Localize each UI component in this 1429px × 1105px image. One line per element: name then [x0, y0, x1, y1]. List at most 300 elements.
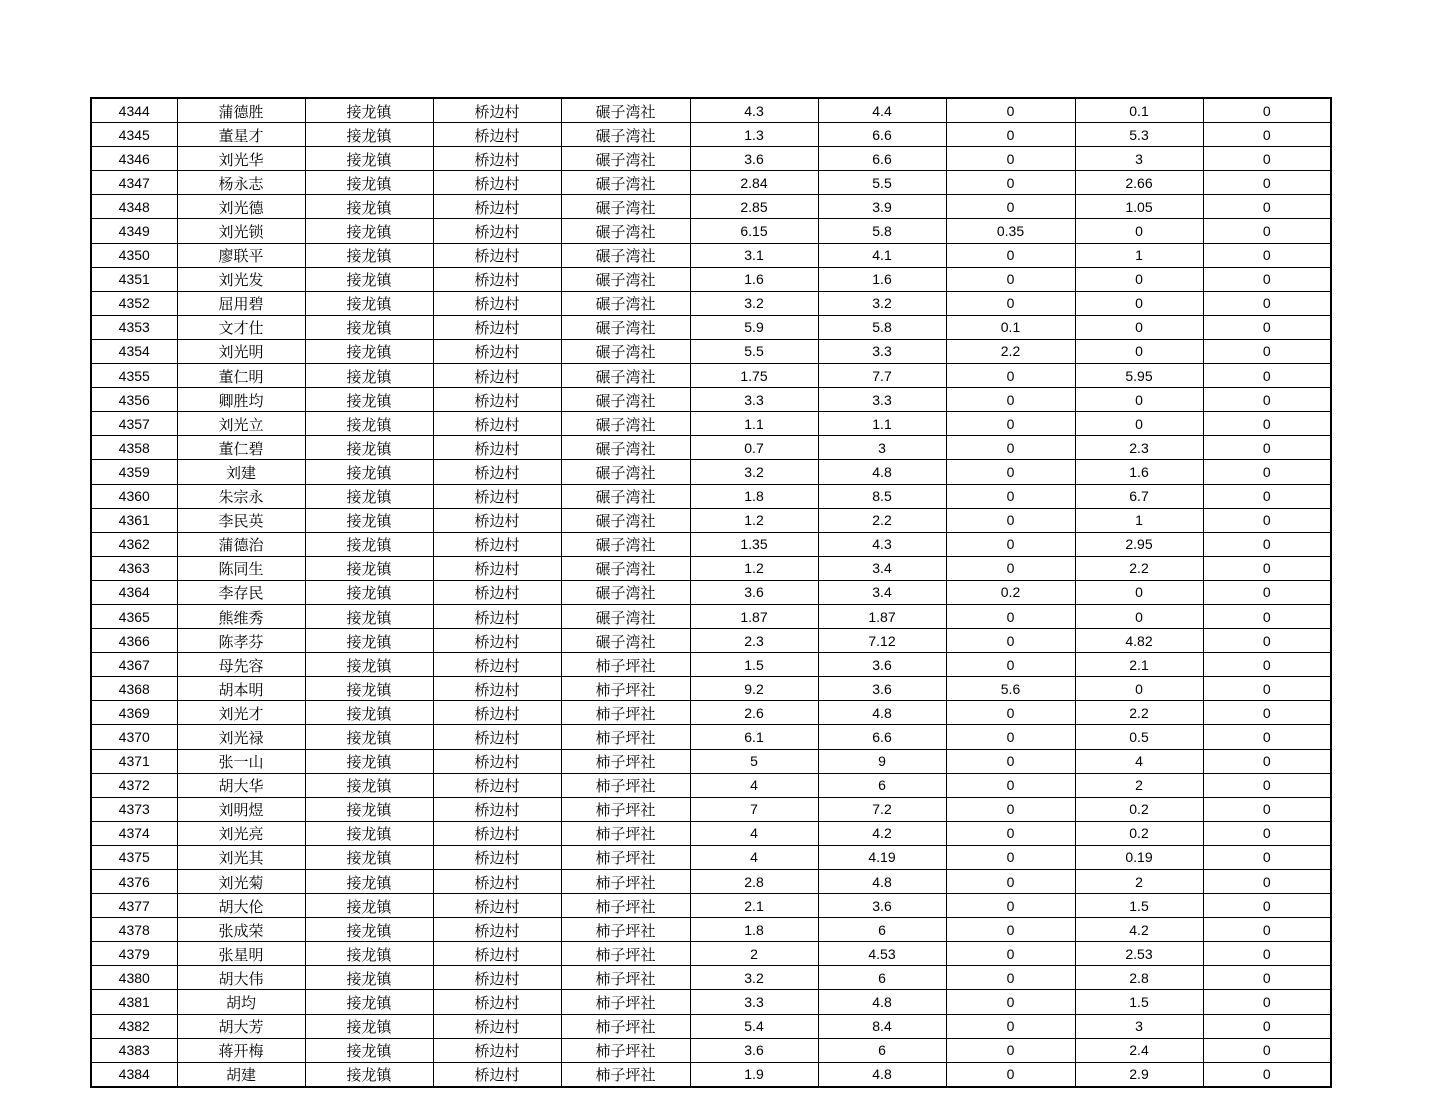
name-cell: 刘光才: [177, 701, 305, 725]
value-2-cell: 4.19: [818, 845, 946, 869]
name-cell: 蒋开梅: [177, 1038, 305, 1062]
value-5-cell: 0: [1203, 484, 1331, 508]
village-cell: 桥边村: [433, 1014, 561, 1038]
value-2-cell: 7.2: [818, 797, 946, 821]
value-1-cell: 1.1: [690, 412, 818, 436]
row-number-cell: 4367: [91, 653, 177, 677]
value-2-cell: 4.3: [818, 532, 946, 556]
value-4-cell: 4.2: [1075, 918, 1203, 942]
name-cell: 屈用碧: [177, 291, 305, 315]
row-number-cell: 4369: [91, 701, 177, 725]
table-body: [91, 98, 1331, 1087]
name-cell: 刘光亮: [177, 821, 305, 845]
value-4-cell: 4: [1075, 749, 1203, 773]
town-cell: 接龙镇: [305, 171, 433, 195]
value-5-cell: 0: [1203, 195, 1331, 219]
town-cell: 接龙镇: [305, 532, 433, 556]
value-4-cell: 2.2: [1075, 701, 1203, 725]
row-number-cell: 4352: [91, 291, 177, 315]
row-number-cell: 4364: [91, 580, 177, 604]
value-3-cell: 0: [946, 388, 1075, 412]
value-1-cell: 5.5: [690, 339, 818, 363]
group-cell: 碾子湾社: [561, 532, 690, 556]
value-2-cell: 3.6: [818, 677, 946, 701]
town-cell: 接龙镇: [305, 219, 433, 243]
table-row: [91, 677, 1331, 701]
value-2-cell: 3.6: [818, 653, 946, 677]
value-5-cell: 0: [1203, 629, 1331, 653]
value-3-cell: 0: [946, 267, 1075, 291]
value-4-cell: 5.3: [1075, 123, 1203, 147]
value-4-cell: 1: [1075, 508, 1203, 532]
name-cell: 胡大芳: [177, 1014, 305, 1038]
value-2-cell: 5.8: [818, 315, 946, 339]
town-cell: 接龙镇: [305, 677, 433, 701]
value-3-cell: 0: [946, 508, 1075, 532]
value-3-cell: 0: [946, 725, 1075, 749]
town-cell: 接龙镇: [305, 484, 433, 508]
value-3-cell: 0: [946, 556, 1075, 580]
value-2-cell: 4.8: [818, 460, 946, 484]
value-1-cell: 6.15: [690, 219, 818, 243]
value-3-cell: 0: [946, 918, 1075, 942]
name-cell: 董星才: [177, 123, 305, 147]
row-number-cell: 4355: [91, 364, 177, 388]
table-row: [91, 942, 1331, 966]
group-cell: 碾子湾社: [561, 147, 690, 171]
group-cell: 碾子湾社: [561, 484, 690, 508]
town-cell: 接龙镇: [305, 604, 433, 628]
table-row: [91, 267, 1331, 291]
village-cell: 桥边村: [433, 339, 561, 363]
value-1-cell: 1.8: [690, 484, 818, 508]
village-cell: 桥边村: [433, 701, 561, 725]
town-cell: 接龙镇: [305, 629, 433, 653]
value-3-cell: 0: [946, 821, 1075, 845]
name-cell: 刘光华: [177, 147, 305, 171]
value-4-cell: 2.1: [1075, 653, 1203, 677]
name-cell: 刘光明: [177, 339, 305, 363]
table-row: [91, 291, 1331, 315]
value-3-cell: 0: [946, 701, 1075, 725]
group-cell: 柿子坪社: [561, 966, 690, 990]
table-row: [91, 580, 1331, 604]
row-number-cell: 4348: [91, 195, 177, 219]
value-5-cell: 0: [1203, 171, 1331, 195]
value-5-cell: 0: [1203, 388, 1331, 412]
town-cell: 接龙镇: [305, 580, 433, 604]
name-cell: 陈同生: [177, 556, 305, 580]
value-1-cell: 0.7: [690, 436, 818, 460]
village-cell: 桥边村: [433, 171, 561, 195]
group-cell: 碾子湾社: [561, 629, 690, 653]
group-cell: 碾子湾社: [561, 243, 690, 267]
name-cell: 张成荣: [177, 918, 305, 942]
value-2-cell: 4.2: [818, 821, 946, 845]
row-number-cell: 4372: [91, 773, 177, 797]
group-cell: 碾子湾社: [561, 315, 690, 339]
town-cell: 接龙镇: [305, 773, 433, 797]
group-cell: 柿子坪社: [561, 1014, 690, 1038]
value-4-cell: 2.53: [1075, 942, 1203, 966]
table-row: [91, 604, 1331, 628]
value-4-cell: 6.7: [1075, 484, 1203, 508]
value-4-cell: 0: [1075, 388, 1203, 412]
value-5-cell: 0: [1203, 460, 1331, 484]
name-cell: 张一山: [177, 749, 305, 773]
value-1-cell: 1.8: [690, 918, 818, 942]
value-2-cell: 6: [818, 918, 946, 942]
value-1-cell: 3.2: [690, 460, 818, 484]
value-5-cell: 0: [1203, 701, 1331, 725]
value-2-cell: 4.8: [818, 701, 946, 725]
row-number-cell: 4371: [91, 749, 177, 773]
value-1-cell: 3.6: [690, 580, 818, 604]
row-number-cell: 4368: [91, 677, 177, 701]
value-3-cell: 0: [946, 1014, 1075, 1038]
value-5-cell: 0: [1203, 315, 1331, 339]
value-2-cell: 1.1: [818, 412, 946, 436]
town-cell: 接龙镇: [305, 460, 433, 484]
value-2-cell: 3.2: [818, 291, 946, 315]
value-4-cell: 2: [1075, 870, 1203, 894]
value-1-cell: 2.6: [690, 701, 818, 725]
value-5-cell: 0: [1203, 147, 1331, 171]
group-cell: 碾子湾社: [561, 219, 690, 243]
value-2-cell: 3.4: [818, 556, 946, 580]
value-3-cell: 0: [946, 364, 1075, 388]
village-cell: 桥边村: [433, 918, 561, 942]
value-5-cell: 0: [1203, 98, 1331, 123]
value-2-cell: 3.6: [818, 894, 946, 918]
name-cell: 李存民: [177, 580, 305, 604]
value-1-cell: 7: [690, 797, 818, 821]
value-4-cell: 0.2: [1075, 797, 1203, 821]
value-1-cell: 5.9: [690, 315, 818, 339]
table-row: [91, 123, 1331, 147]
value-1-cell: 3.6: [690, 147, 818, 171]
value-5-cell: 0: [1203, 556, 1331, 580]
table-row: [91, 797, 1331, 821]
village-cell: 桥边村: [433, 364, 561, 388]
village-cell: 桥边村: [433, 894, 561, 918]
name-cell: 胡大华: [177, 773, 305, 797]
value-3-cell: 0.1: [946, 315, 1075, 339]
name-cell: 熊维秀: [177, 604, 305, 628]
village-cell: 桥边村: [433, 532, 561, 556]
group-cell: 碾子湾社: [561, 556, 690, 580]
value-3-cell: 0: [946, 797, 1075, 821]
value-3-cell: 0: [946, 653, 1075, 677]
group-cell: 碾子湾社: [561, 460, 690, 484]
value-2-cell: 1.6: [818, 267, 946, 291]
village-cell: 桥边村: [433, 677, 561, 701]
table-row: [91, 870, 1331, 894]
table-row: [91, 1038, 1331, 1062]
value-5-cell: 0: [1203, 508, 1331, 532]
table-row: [91, 894, 1331, 918]
value-5-cell: 0: [1203, 267, 1331, 291]
value-2-cell: 4.53: [818, 942, 946, 966]
row-number-cell: 4380: [91, 966, 177, 990]
value-1-cell: 4: [690, 821, 818, 845]
value-2-cell: 6.6: [818, 725, 946, 749]
group-cell: 柿子坪社: [561, 870, 690, 894]
row-number-cell: 4356: [91, 388, 177, 412]
name-cell: 文才仕: [177, 315, 305, 339]
value-5-cell: 0: [1203, 990, 1331, 1014]
value-3-cell: 0: [946, 870, 1075, 894]
value-4-cell: 0: [1075, 412, 1203, 436]
value-2-cell: 8.5: [818, 484, 946, 508]
value-1-cell: 3.3: [690, 388, 818, 412]
value-1-cell: 3.3: [690, 990, 818, 1014]
town-cell: 接龙镇: [305, 1038, 433, 1062]
name-cell: 胡大伦: [177, 894, 305, 918]
row-number-cell: 4353: [91, 315, 177, 339]
value-1-cell: 3.2: [690, 291, 818, 315]
value-3-cell: 0: [946, 629, 1075, 653]
group-cell: 碾子湾社: [561, 171, 690, 195]
village-cell: 桥边村: [433, 1038, 561, 1062]
value-3-cell: 0: [946, 1038, 1075, 1062]
value-5-cell: 0: [1203, 894, 1331, 918]
group-cell: 碾子湾社: [561, 291, 690, 315]
value-4-cell: 1.6: [1075, 460, 1203, 484]
value-4-cell: 2: [1075, 773, 1203, 797]
value-3-cell: 0.2: [946, 580, 1075, 604]
row-number-cell: 4377: [91, 894, 177, 918]
table-row: [91, 484, 1331, 508]
value-1-cell: 4.3: [690, 98, 818, 123]
value-5-cell: 0: [1203, 364, 1331, 388]
value-3-cell: 0: [946, 845, 1075, 869]
value-2-cell: 3.3: [818, 339, 946, 363]
village-cell: 桥边村: [433, 942, 561, 966]
village-cell: 桥边村: [433, 123, 561, 147]
town-cell: 接龙镇: [305, 701, 433, 725]
table-row: [91, 701, 1331, 725]
value-3-cell: 0: [946, 243, 1075, 267]
table-row: [91, 388, 1331, 412]
group-cell: 碾子湾社: [561, 580, 690, 604]
name-cell: 刘明煜: [177, 797, 305, 821]
value-1-cell: 5: [690, 749, 818, 773]
table-row: [91, 749, 1331, 773]
value-5-cell: 0: [1203, 243, 1331, 267]
table-row: [91, 773, 1331, 797]
village-cell: 桥边村: [433, 195, 561, 219]
table-row: [91, 339, 1331, 363]
value-1-cell: 2: [690, 942, 818, 966]
name-cell: 刘建: [177, 460, 305, 484]
value-1-cell: 2.8: [690, 870, 818, 894]
row-number-cell: 4351: [91, 267, 177, 291]
name-cell: 刘光菊: [177, 870, 305, 894]
value-3-cell: 0: [946, 532, 1075, 556]
value-4-cell: 5.95: [1075, 364, 1203, 388]
value-4-cell: 2.95: [1075, 532, 1203, 556]
value-4-cell: 2.3: [1075, 436, 1203, 460]
value-2-cell: 6: [818, 966, 946, 990]
row-number-cell: 4344: [91, 98, 177, 123]
village-cell: 桥边村: [433, 267, 561, 291]
value-3-cell: 5.6: [946, 677, 1075, 701]
value-5-cell: 0: [1203, 845, 1331, 869]
table-row: [91, 1014, 1331, 1038]
village-cell: 桥边村: [433, 653, 561, 677]
group-cell: 柿子坪社: [561, 894, 690, 918]
value-4-cell: 0: [1075, 677, 1203, 701]
village-cell: 桥边村: [433, 436, 561, 460]
value-3-cell: 2.2: [946, 339, 1075, 363]
village-cell: 桥边村: [433, 484, 561, 508]
value-3-cell: 0: [946, 604, 1075, 628]
value-3-cell: 0: [946, 966, 1075, 990]
value-5-cell: 0: [1203, 821, 1331, 845]
row-number-cell: 4354: [91, 339, 177, 363]
table-row: [91, 412, 1331, 436]
table-row: [91, 219, 1331, 243]
value-3-cell: 0: [946, 484, 1075, 508]
value-3-cell: 0: [946, 990, 1075, 1014]
value-3-cell: 0: [946, 147, 1075, 171]
value-2-cell: 4.8: [818, 870, 946, 894]
table-row: [91, 629, 1331, 653]
value-4-cell: 1.05: [1075, 195, 1203, 219]
town-cell: 接龙镇: [305, 123, 433, 147]
value-1-cell: 2.1: [690, 894, 818, 918]
village-cell: 桥边村: [433, 749, 561, 773]
value-5-cell: 0: [1203, 966, 1331, 990]
value-4-cell: 1.5: [1075, 894, 1203, 918]
value-5-cell: 0: [1203, 1062, 1331, 1087]
value-3-cell: 0: [946, 460, 1075, 484]
table-row: [91, 364, 1331, 388]
value-4-cell: 0: [1075, 219, 1203, 243]
value-3-cell: 0: [946, 749, 1075, 773]
value-5-cell: 0: [1203, 942, 1331, 966]
value-4-cell: 0.2: [1075, 821, 1203, 845]
value-1-cell: 5.4: [690, 1014, 818, 1038]
group-cell: 碾子湾社: [561, 195, 690, 219]
village-cell: 桥边村: [433, 629, 561, 653]
value-5-cell: 0: [1203, 580, 1331, 604]
value-4-cell: 2.66: [1075, 171, 1203, 195]
value-2-cell: 6.6: [818, 123, 946, 147]
table-row: [91, 532, 1331, 556]
name-cell: 李民英: [177, 508, 305, 532]
value-5-cell: 0: [1203, 749, 1331, 773]
town-cell: 接龙镇: [305, 364, 433, 388]
town-cell: 接龙镇: [305, 942, 433, 966]
value-3-cell: 0: [946, 436, 1075, 460]
value-4-cell: 0.5: [1075, 725, 1203, 749]
value-1-cell: 2.85: [690, 195, 818, 219]
row-number-cell: 4374: [91, 821, 177, 845]
row-number-cell: 4363: [91, 556, 177, 580]
value-1-cell: 1.75: [690, 364, 818, 388]
value-3-cell: 0: [946, 195, 1075, 219]
town-cell: 接龙镇: [305, 98, 433, 123]
name-cell: 刘光立: [177, 412, 305, 436]
value-2-cell: 6: [818, 773, 946, 797]
value-5-cell: 0: [1203, 653, 1331, 677]
name-cell: 陈孝芬: [177, 629, 305, 653]
value-3-cell: 0: [946, 123, 1075, 147]
row-number-cell: 4382: [91, 1014, 177, 1038]
value-1-cell: 1.35: [690, 532, 818, 556]
data-table: [90, 97, 1332, 1088]
town-cell: 接龙镇: [305, 966, 433, 990]
row-number-cell: 4373: [91, 797, 177, 821]
name-cell: 杨永志: [177, 171, 305, 195]
name-cell: 蒲德治: [177, 532, 305, 556]
name-cell: 卿胜均: [177, 388, 305, 412]
village-cell: 桥边村: [433, 870, 561, 894]
value-5-cell: 0: [1203, 870, 1331, 894]
value-4-cell: 2.8: [1075, 966, 1203, 990]
village-cell: 桥边村: [433, 556, 561, 580]
value-5-cell: 0: [1203, 532, 1331, 556]
value-2-cell: 8.4: [818, 1014, 946, 1038]
value-2-cell: 3.9: [818, 195, 946, 219]
value-3-cell: 0: [946, 894, 1075, 918]
value-4-cell: 4.82: [1075, 629, 1203, 653]
village-cell: 桥边村: [433, 845, 561, 869]
table-row: [91, 315, 1331, 339]
town-cell: 接龙镇: [305, 821, 433, 845]
name-cell: 刘光德: [177, 195, 305, 219]
name-cell: 张星明: [177, 942, 305, 966]
village-cell: 桥边村: [433, 219, 561, 243]
value-2-cell: 7.12: [818, 629, 946, 653]
group-cell: 碾子湾社: [561, 123, 690, 147]
table-row: [91, 845, 1331, 869]
town-cell: 接龙镇: [305, 990, 433, 1014]
table-row: [91, 460, 1331, 484]
value-1-cell: 6.1: [690, 725, 818, 749]
name-cell: 董仁碧: [177, 436, 305, 460]
name-cell: 胡本明: [177, 677, 305, 701]
name-cell: 蒲德胜: [177, 98, 305, 123]
village-cell: 桥边村: [433, 773, 561, 797]
town-cell: 接龙镇: [305, 339, 433, 363]
value-1-cell: 3.6: [690, 1038, 818, 1062]
group-cell: 柿子坪社: [561, 701, 690, 725]
name-cell: 胡建: [177, 1062, 305, 1087]
town-cell: 接龙镇: [305, 508, 433, 532]
row-number-cell: 4347: [91, 171, 177, 195]
value-1-cell: 1.3: [690, 123, 818, 147]
value-5-cell: 0: [1203, 1014, 1331, 1038]
value-5-cell: 0: [1203, 797, 1331, 821]
value-1-cell: 4: [690, 773, 818, 797]
name-cell: 刘光禄: [177, 725, 305, 749]
village-cell: 桥边村: [433, 580, 561, 604]
value-5-cell: 0: [1203, 918, 1331, 942]
value-4-cell: 0.19: [1075, 845, 1203, 869]
row-number-cell: 4350: [91, 243, 177, 267]
group-cell: 碾子湾社: [561, 412, 690, 436]
town-cell: 接龙镇: [305, 556, 433, 580]
group-cell: 柿子坪社: [561, 749, 690, 773]
value-2-cell: 3: [818, 436, 946, 460]
value-1-cell: 2.84: [690, 171, 818, 195]
town-cell: 接龙镇: [305, 291, 433, 315]
village-cell: 桥边村: [433, 147, 561, 171]
table-row: [91, 556, 1331, 580]
